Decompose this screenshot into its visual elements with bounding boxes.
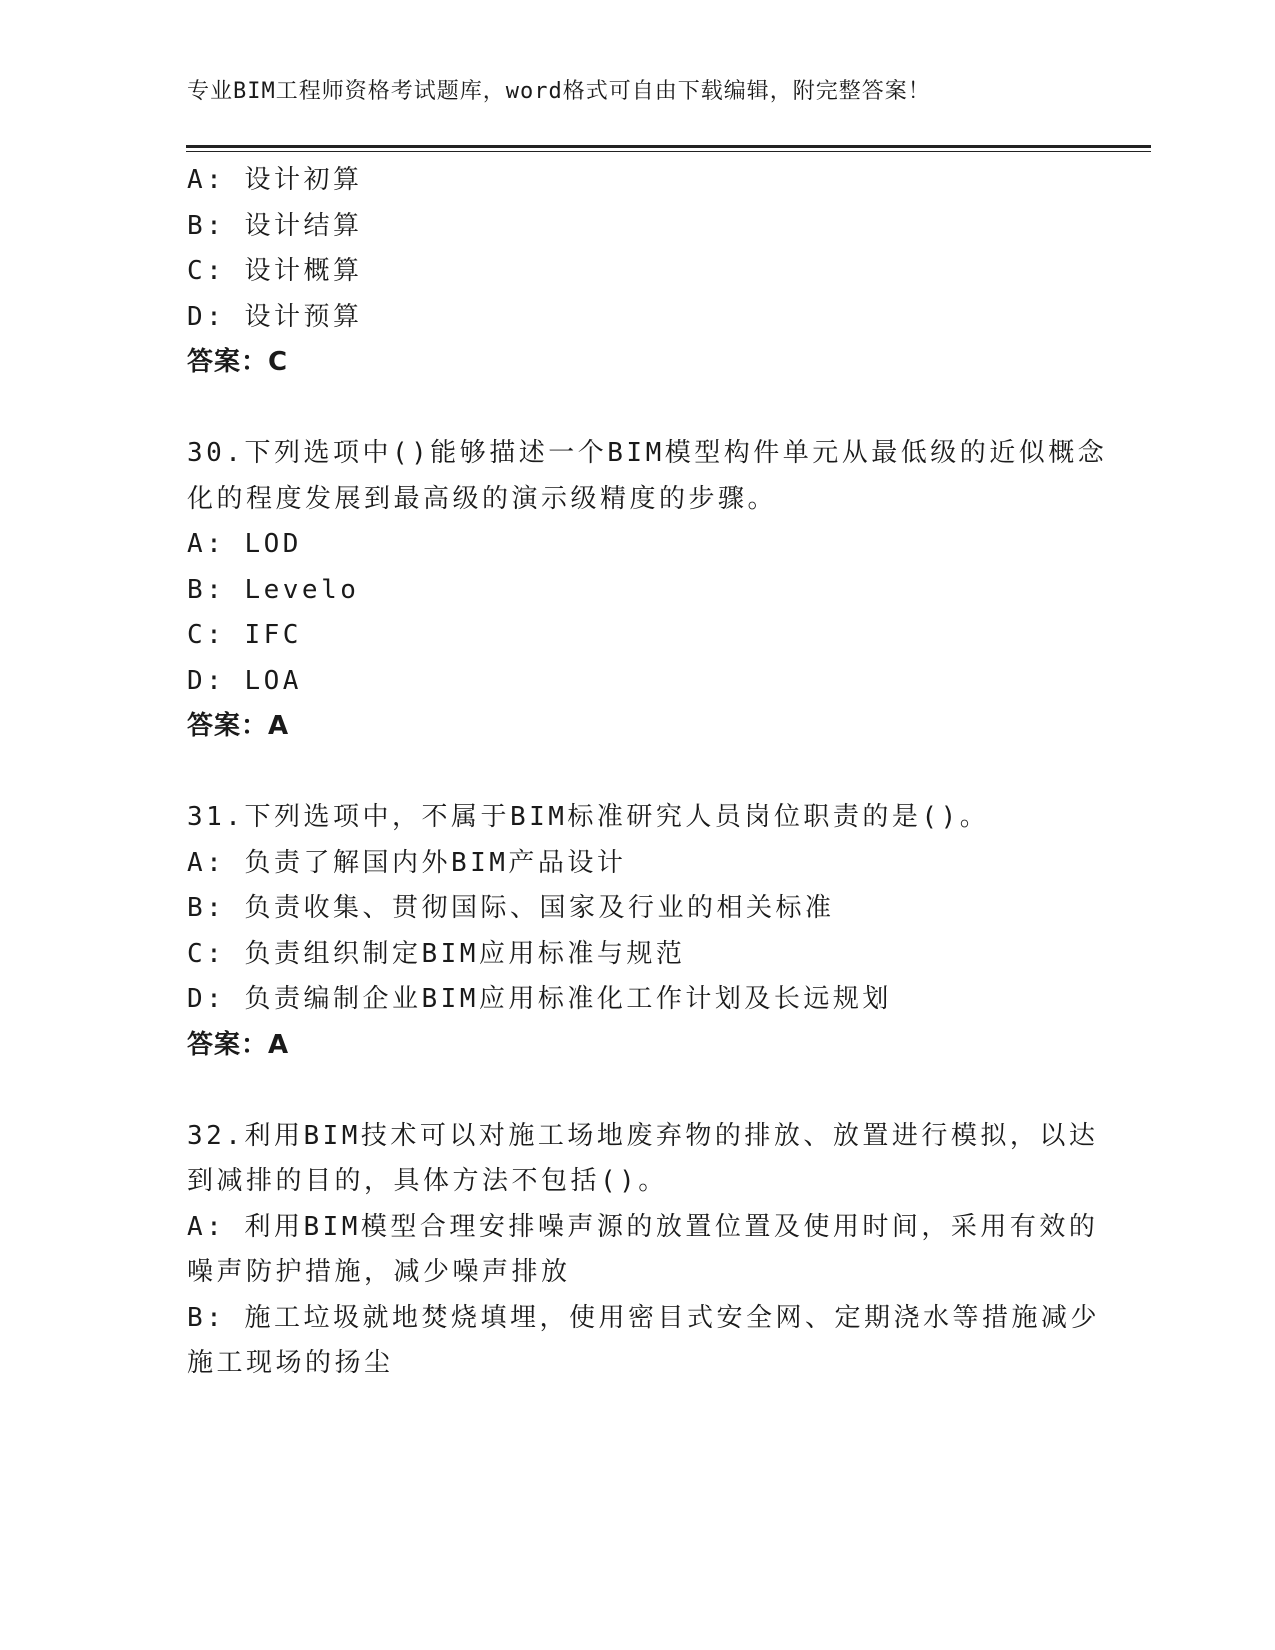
question-32-block [187, 1114, 1100, 1387]
header-rule-thin [186, 151, 1151, 152]
q32-option-b-line-1: B: 施工垃圾就地焚烧填埋，使用密目式安全网、定期浇水等措施减少 [187, 1302, 1100, 1333]
question-30-block [187, 431, 1108, 750]
question-content [187, 158, 1108, 1387]
q30-option-d: D: LOA [187, 665, 302, 696]
spacer [187, 1068, 1087, 1114]
q31-option-c: C: 负责组织制定BIM应用标准与规范 [187, 938, 686, 969]
q31-option-b: B: 负责收集、贯彻国际、国家及行业的相关标准 [187, 893, 835, 923]
q31-option-a: A: 负责了解国内外BIM产品设计 [187, 847, 627, 878]
question-29-block [187, 158, 1087, 386]
q30-stem-line-1: 30.下列选项中()能够描述一个BIM模型构件单元从最低级的近似概念 [187, 438, 1108, 468]
header-rule-thick [186, 145, 1151, 148]
q31-answer: 答案：A [187, 1029, 290, 1060]
q30-answer: 答案：A [187, 711, 290, 741]
q30-stem-line-2: 化的程度发展到最高级的演示级精度的步骤。 [187, 483, 778, 514]
q32-option-a-line-1: A: 利用BIM模型合理安排噪声源的放置位置及使用时间，采用有效的 [187, 1211, 1099, 1242]
q29-answer: 答案：C [187, 347, 289, 377]
q31-stem-line-1: 31.下列选项中，不属于BIM标准研究人员岗位职责的是()。 [187, 802, 990, 832]
q32-stem-line-2: 到减排的目的，具体方法不包括()。 [187, 1166, 668, 1196]
q30-option-b: B: Levelo [187, 574, 360, 605]
q32-stem-line-1: 32.利用BIM技术可以对施工场地废弃物的排放、放置进行模拟，以达 [187, 1120, 1099, 1151]
q29-option-c: C: 设计概算 [187, 256, 363, 286]
q32-option-b-line-2: 施工现场的扬尘 [187, 1348, 394, 1378]
question-31-block [187, 795, 1087, 1068]
q31-option-d: D: 负责编制企业BIM应用标准化工作计划及长远规划 [187, 984, 892, 1014]
spacer [187, 386, 1087, 432]
q30-option-a: A: LOD [187, 529, 302, 559]
q29-option-b: B: 设计结算 [187, 210, 363, 241]
q30-option-c: C: IFC [187, 620, 302, 650]
q29-option-a: A: 设计初算 [187, 165, 363, 195]
spacer [187, 750, 1087, 796]
q32-option-a-line-2: 噪声防护措施，减少噪声排放 [187, 1257, 571, 1287]
q29-option-d: D: 设计预算 [187, 301, 363, 332]
page-header: 专业BIM工程师资格考试题库，word格式可自由下载编辑，附完整答案！ [187, 79, 931, 104]
